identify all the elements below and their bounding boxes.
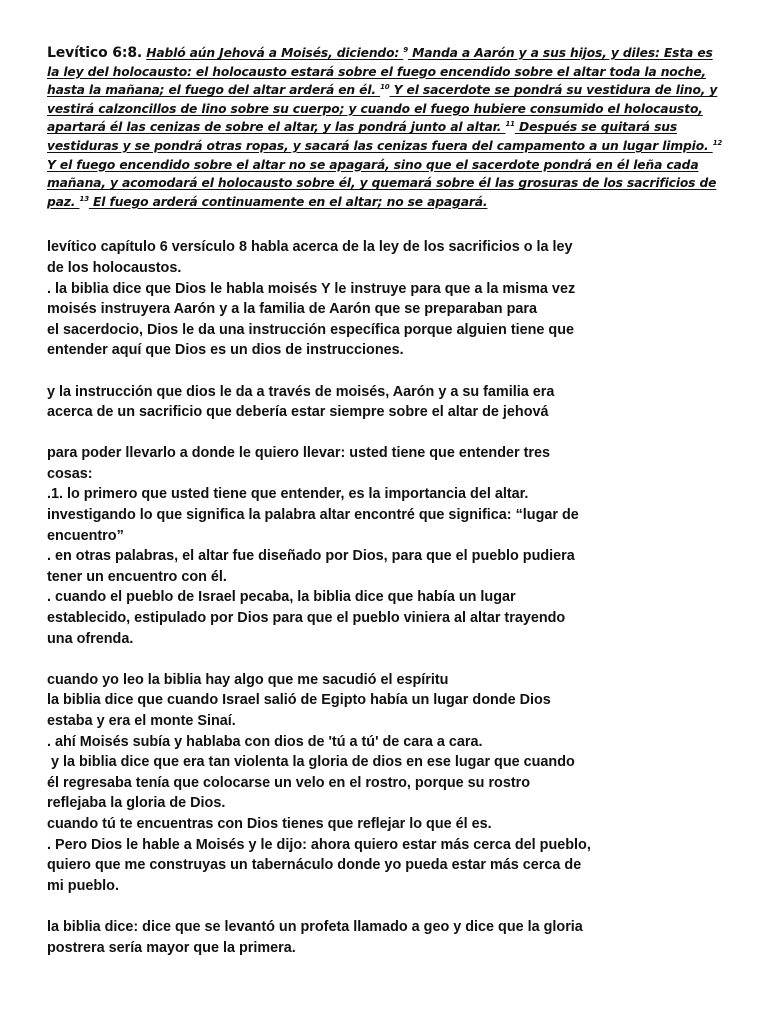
paragraph	[47, 443, 728, 649]
verse-text: Después se quitará sus vestiduras y se pondrá otras ropas, y sacará las cenizas fuera del campamento a un lugar limpio.	[47, 120, 713, 153]
verse-number: 13	[79, 194, 89, 203]
paragraph	[47, 237, 728, 361]
verse-number: 12	[712, 138, 723, 147]
text-line: él regresaba tenía que colocarse un velo en el rostro, porque su rostro	[47, 774, 531, 791]
text-line: el sacerdocio, Dios le da una instrucción específica porque alguien tiene que	[47, 321, 575, 338]
text-line: . ahí Moisés subía y hablaba con dios de 'tú a tú' de cara a cara.	[47, 733, 483, 750]
text-line: estaba y era el monte Sinaí.	[47, 713, 236, 729]
text-line: encuentro”	[47, 527, 124, 544]
paragraph	[47, 382, 728, 423]
scripture-reference: Levítico 6:8.	[47, 45, 143, 61]
text-line: . Pero Dios le hable a Moisés y le dijo: ahora quiero estar más cerca del pueblo,	[47, 836, 591, 853]
text-line: postrera sería mayor que la primera.	[47, 939, 296, 956]
verse-text: Habló aún Jehová a Moisés, diciendo:	[146, 46, 404, 60]
paragraph	[47, 670, 728, 897]
text-line: la biblia dice: dice que se levantó un profeta llamado a geo y dice que la gloria	[47, 918, 583, 935]
text-line: entender aquí que Dios es un dios de instrucciones.	[47, 342, 404, 359]
verse-text: Y el sacerdote se pondrá su vestidura de lino, y vestirá calzoncillos de lino sobre su cuerpo; y cuando el fuego hubiere consumido el holocausto, apartará él las cenizas de sobre el altar, y las pondrá junto al altar.	[47, 83, 718, 135]
verse-number: 9	[403, 45, 409, 54]
text-line: cuando tú te encuentras con Dios tienes que reflejar lo que él es.	[47, 815, 492, 832]
text-line: y la instrucción que dios le da a través de moisés, Aarón y a su familia era	[47, 383, 555, 400]
text-line: reflejaba la gloria de Dios.	[47, 795, 226, 812]
text-line: cosas:	[47, 465, 93, 482]
verse-number: 10	[380, 83, 390, 92]
verse-text: El fuego arderá continuamente en el altar; no se apagará.	[88, 194, 488, 209]
scripture-text	[47, 46, 722, 209]
text-line: cuando yo leo la biblia hay algo que me sacudió el espíritu	[47, 671, 449, 688]
paragraph	[47, 917, 728, 958]
text-line: . en otras palabras, el altar fue diseñado por Dios, para que el pueblo pudiera	[47, 548, 575, 565]
text-line: .1. lo primero que usted tiene que entender, es la importancia del altar.	[47, 486, 529, 503]
scripture-passage	[47, 44, 728, 211]
sermon-notes	[47, 237, 728, 958]
text-line: . cuando el pueblo de Israel pecaba, la biblia dice que había un lugar	[47, 589, 516, 606]
text-line: y la biblia dice que era tan violenta la gloria de dios en ese lugar que cuando	[47, 754, 575, 771]
text-line: investigando lo que significa la palabra altar encontré que significa: “lugar de	[47, 507, 579, 524]
text-line: quiero que me construyas un tabernáculo donde yo pueda estar más cerca de	[47, 857, 582, 874]
verse-number: 11	[505, 120, 515, 129]
text-line: para poder llevarlo a donde le quiero llevar: usted tiene que entender tres	[47, 445, 551, 462]
text-line: . la biblia dice que Dios le habla moisés Y le instruye para que a la misma vez	[47, 280, 576, 297]
text-line: la biblia dice que cuando Israel salió de Egipto había un lugar donde Dios	[47, 692, 551, 709]
text-line: moisés instruyera Aarón y a la familia de Aarón que se preparaban para	[47, 301, 537, 318]
text-line: una ofrenda.	[47, 630, 134, 647]
verse-text: Manda a Aarón y a sus hijos, y diles: Esta es la ley del holocausto: el holocausto estará sobre el fuego encendido sobre el altar toda la noche, hasta la mañana; el fuego del altar arderá en él.	[47, 46, 713, 98]
verse-text: Y el fuego encendido sobre el altar no se apagará, sino que el sacerdote pondrá en él leña cada mañana, y acomodará el holocausto sobre él, y quemará sobre él las grosuras de los sacrificios de paz.	[47, 157, 717, 209]
text-line: de los holocaustos.	[47, 259, 182, 276]
text-line: tener un encuentro con él.	[47, 568, 227, 585]
text-line: mi pueblo.	[47, 877, 119, 894]
text-line: levítico capítulo 6 versículo 8 habla acerca de la ley de los sacrificios o la ley	[47, 239, 573, 256]
text-line: establecido, estipulado por Dios para que el pueblo viniera al altar trayendo	[47, 610, 566, 627]
text-line: acerca de un sacrificio que debería estar siempre sobre el altar de jehová	[47, 404, 549, 421]
